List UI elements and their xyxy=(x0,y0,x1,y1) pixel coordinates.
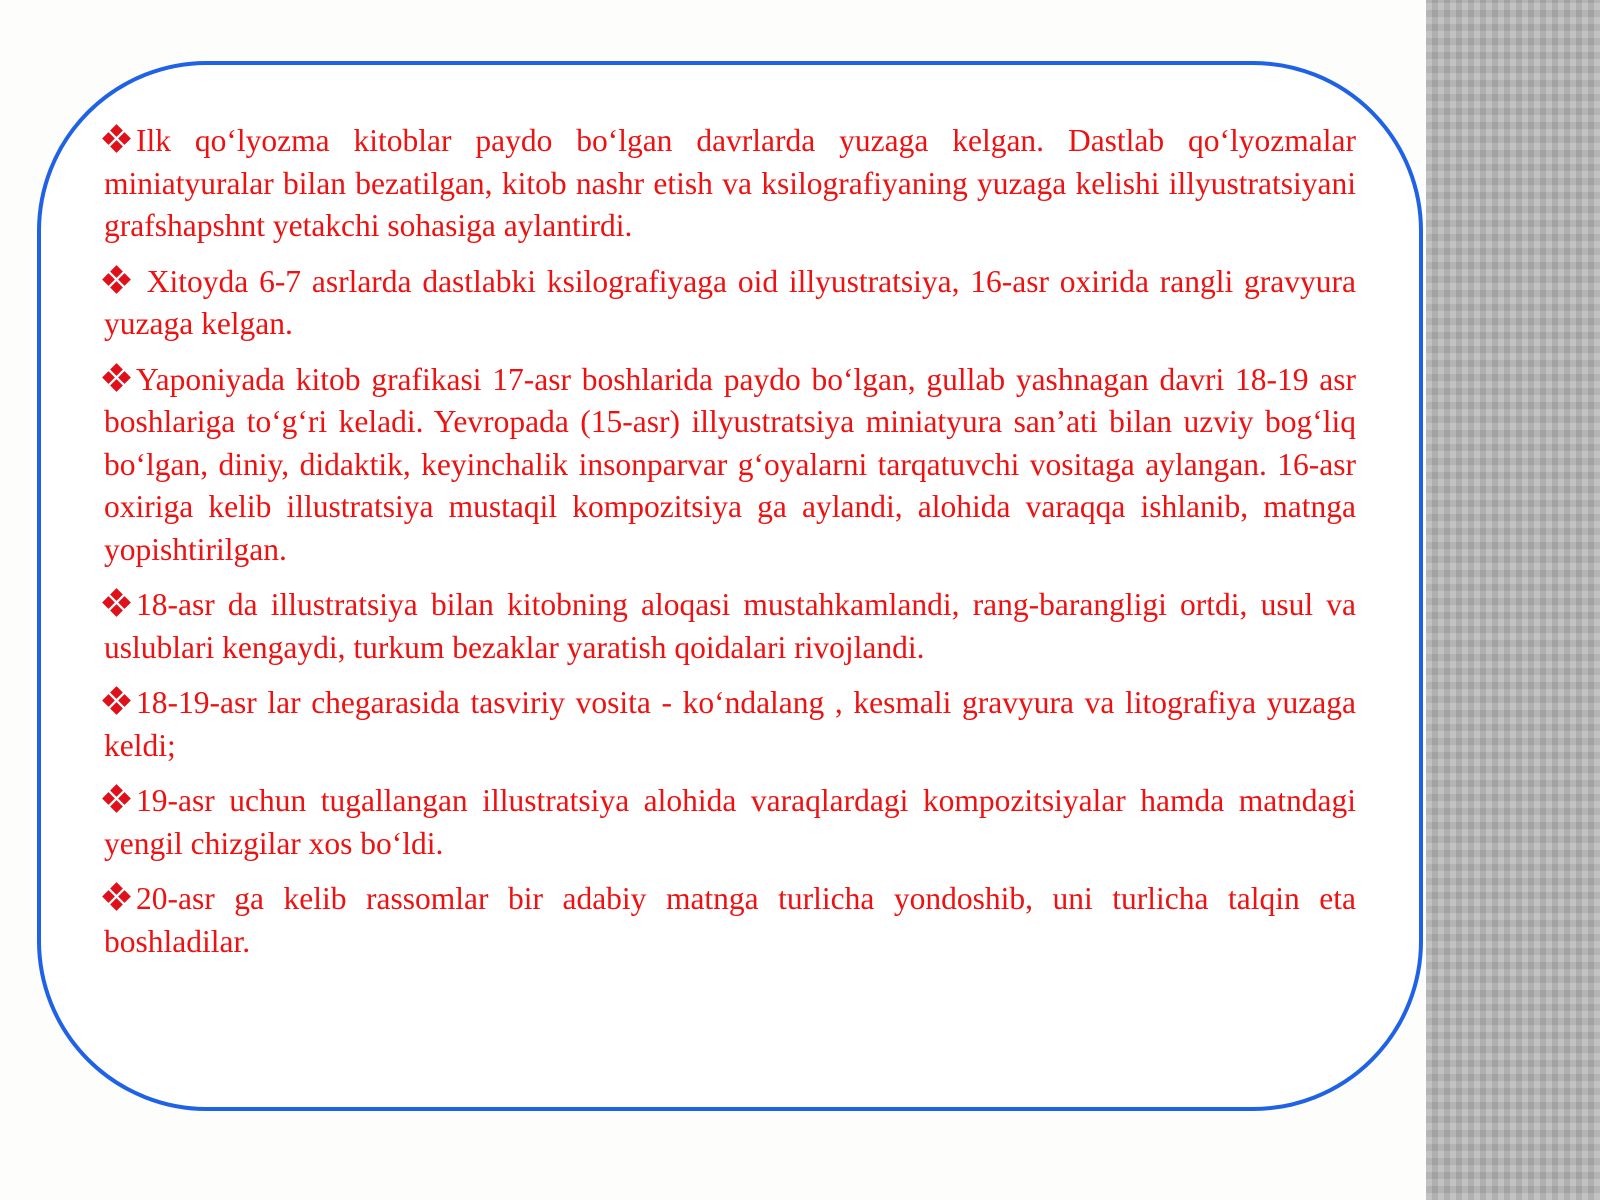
bullet-list xyxy=(104,120,1356,976)
list-item-text: Xitoyda 6-7 asrlarda dastlabki ksilografiyaga oid illyustratsiya, 16-asr oxirida rangli gravyura yuzaga kelgan. xyxy=(104,263,1356,341)
decorative-side-panel xyxy=(1426,0,1600,1200)
four-diamond-bullet-icon xyxy=(104,590,130,616)
list-item xyxy=(104,780,1356,865)
list-item-text: Yaponiyada kitob grafikasi 17-asr boshlarida paydo bo‘lgan, gullab yashnagan davri 18-19 asr boshlariga to‘g‘ri keladi. Yevropada (15-asr) illyustratsiya miniatyura san’ati bilan uzviy bog‘liq bo‘lgan, diniy, didaktik, keyinchalik insonparvar g‘oyalarni tarqatuvchi vositaga aylangan. 16-asr oxiriga kelib illustratsiya mustaqil kompozitsiya ga aylandi, alohida varaqqa ishlanib, matnga yopishtirilgan. xyxy=(104,361,1356,567)
list-item-text: 18-asr da illustratsiya bilan kitobning aloqasi mustahkamlandi, rang-barangligi ortdi, usul va uslublari kengaydi, turkum bezaklar yaratish qoidalari rivojlandi. xyxy=(104,587,1356,665)
list-item-text: 20-asr ga kelib rassomlar bir adabiy matnga turlicha yondoshib, uni turlicha talqin eta boshladilar. xyxy=(104,881,1356,959)
four-diamond-bullet-icon xyxy=(104,126,130,152)
four-diamond-bullet-icon xyxy=(104,267,130,293)
list-item xyxy=(104,878,1356,963)
list-item-text: 18-19-asr lar chegarasida tasviriy vosita - ko‘ndalang , kesmali gravyura va litografiya yuzaga keldi; xyxy=(104,685,1356,763)
four-diamond-bullet-icon xyxy=(104,786,130,812)
list-item xyxy=(104,584,1356,669)
four-diamond-bullet-icon xyxy=(104,365,130,391)
list-item-text: Ilk qo‘lyozma kitoblar paydo bo‘lgan davrlarda yuzaga kelgan. Dastlab qo‘lyozmalar miniatyuralar bilan bezatilgan, kitob nashr etish va ksilografiyaning yuzaga kelishi illyustratsiyani grafshapshnt yetakchi sohasiga aylantirdi. xyxy=(104,123,1356,243)
list-item-text: 19-asr uchun tugallangan illustratsiya alohida varaqlardagi kompozitsiyalar hamda matndagi yengil chizgilar xos bo‘ldi. xyxy=(104,783,1356,861)
list-item xyxy=(104,359,1356,572)
list-item xyxy=(104,682,1356,767)
four-diamond-bullet-icon xyxy=(104,688,130,714)
four-diamond-bullet-icon xyxy=(104,884,130,910)
list-item xyxy=(104,120,1356,248)
list-item xyxy=(104,261,1356,346)
